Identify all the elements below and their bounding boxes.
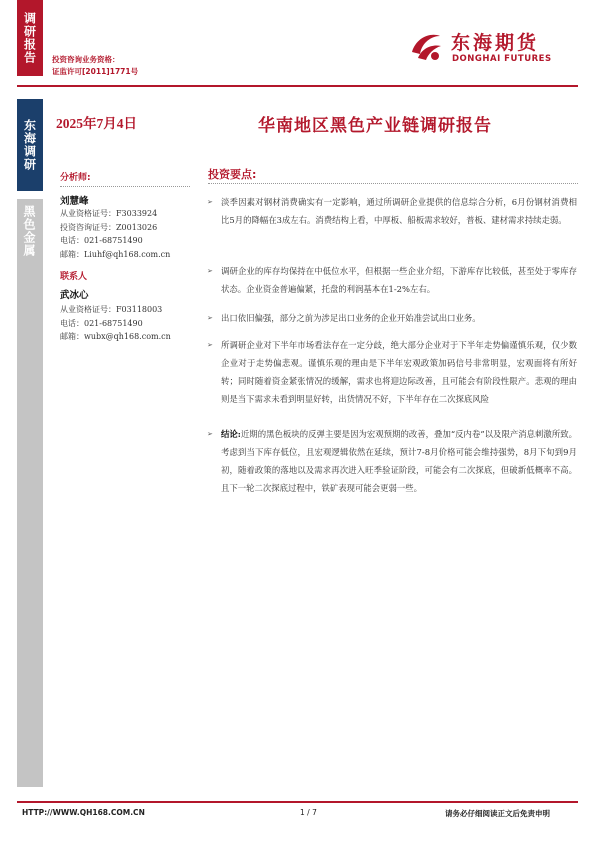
contact-info bbox=[60, 303, 171, 344]
diamond-arrow-bullet-icon: ➢ bbox=[207, 314, 213, 322]
footer-url-link[interactable]: HTTP://WWW.QH168.COM.CN bbox=[22, 808, 145, 817]
key-point-text: 淡季因素对钢材消费确实有一定影响，通过所调研企业提供的信息综合分析，6月份钢材消费相比5月的降幅在3成左右。消费结构上看，中厚板、船板需求较好，普板、建材需求持续走弱。 bbox=[221, 197, 577, 225]
contact-name: 武冰心 bbox=[60, 290, 89, 301]
diamond-arrow-bullet-icon: ➢ bbox=[207, 341, 213, 349]
sector-tab-label: 黑色金属 bbox=[22, 205, 36, 257]
diamond-arrow-bullet-icon: ➢ bbox=[207, 267, 213, 275]
license-line-1: 投资咨询业务资格： bbox=[52, 55, 120, 64]
footer-divider bbox=[17, 801, 578, 803]
analyst-1-phone: 电话：021-68751490 bbox=[60, 236, 143, 245]
key-point-item bbox=[207, 309, 577, 327]
license-line-2: 证监许可[2011]1771号 bbox=[52, 67, 139, 76]
diamond-arrow-bullet-icon: ➢ bbox=[207, 430, 213, 438]
logo-text-cn: 东海期货 bbox=[451, 32, 540, 54]
analyst-divider bbox=[60, 186, 190, 187]
key-points-title: 投资要点: bbox=[208, 168, 257, 181]
logo-text-en: DONGHAI FUTURES bbox=[452, 54, 552, 64]
report-date: 2025年7月4日 bbox=[56, 116, 137, 131]
analyst-1-license: 从业资格证号：F3033924 bbox=[60, 209, 158, 218]
conclusion-text bbox=[221, 425, 577, 497]
page-number: 1 / 7 bbox=[300, 808, 317, 817]
key-point-conclusion bbox=[207, 425, 577, 497]
contact-phone: 电话：021-68751490 bbox=[60, 318, 143, 328]
key-point-item bbox=[207, 193, 577, 229]
analyst-1-name: 刘慧峰 bbox=[60, 196, 89, 207]
analyst-label: 分析师: bbox=[60, 173, 91, 183]
donghai-logo-icon bbox=[408, 28, 444, 64]
header-divider bbox=[17, 85, 578, 87]
report-type-tab: 调研报告 bbox=[17, 0, 43, 76]
key-points-divider bbox=[208, 183, 578, 184]
key-point-item bbox=[207, 262, 577, 298]
report-title: 华南地区黑色产业链调研报告 bbox=[258, 116, 492, 136]
contact-email[interactable]: 邮箱：wubx@qh168.com.cn bbox=[60, 332, 171, 341]
key-point-text: 出口依旧偏强，部分之前为涉足出口业务的企业开始准尝试出口业务。 bbox=[221, 313, 481, 323]
analyst-1-info bbox=[60, 207, 170, 261]
contact-license: 从业资格证号：F03118003 bbox=[60, 305, 163, 314]
key-point-text: 调研企业的库存均保持在中低位水平，但根据一些企业介绍，下游库存比较低，甚至处于零库存状态。企业资金普遍偏紧，托盘的利润基本在1-2%左右。 bbox=[221, 266, 577, 294]
key-point-text: 所调研企业对下半年市场看法存在一定分歧，绝大部分企业对于下半年走势偏谨慎乐观，仅少数企业对于走势偏悲观。谨慎乐观的理由是下半年宏观政策加码信号非常明显，宏观面将有所好转；同时随着资金紧张情况的缓解，需求也将迎边际改善，且可能会有阶段性限产。悲观的理由则是当下需求未看到明显好转，出货情况不好，下半年存在二次探底风险 bbox=[221, 340, 577, 404]
footer-disclaimer: 请务必仔细阅读正文后免责申明 bbox=[445, 809, 550, 818]
key-point-item bbox=[207, 336, 577, 408]
analyst-1-email[interactable]: 邮箱：Liuhf@qh168.com.cn bbox=[60, 249, 171, 259]
conclusion-label: 结论: bbox=[221, 429, 241, 439]
company-research-tab: 东海调研 bbox=[17, 99, 43, 191]
diamond-arrow-bullet-icon: ➢ bbox=[207, 198, 213, 206]
analyst-1-advisory-license: 投资咨询证号：Z0013026 bbox=[60, 222, 158, 232]
conclusion-body: 近期的黑色板块的反弹主要是因为宏观预期的改善，叠加“反内卷”以及限产消息刺激所致。考虑到当下库存低位，且宏观逻辑依然在延续，预计7-8月价格可能会维持强势，8月下旬到9月初，随着政策的落地以及需求再次进入旺季验证阶段，可能会有二次探底，但破新低概率不高。且下一轮二次探底过程中，铁矿表现可能会更弱一些。 bbox=[221, 429, 577, 493]
sector-tab bbox=[17, 199, 43, 787]
contact-label: 联系人 bbox=[60, 272, 88, 282]
license-info bbox=[52, 54, 138, 78]
